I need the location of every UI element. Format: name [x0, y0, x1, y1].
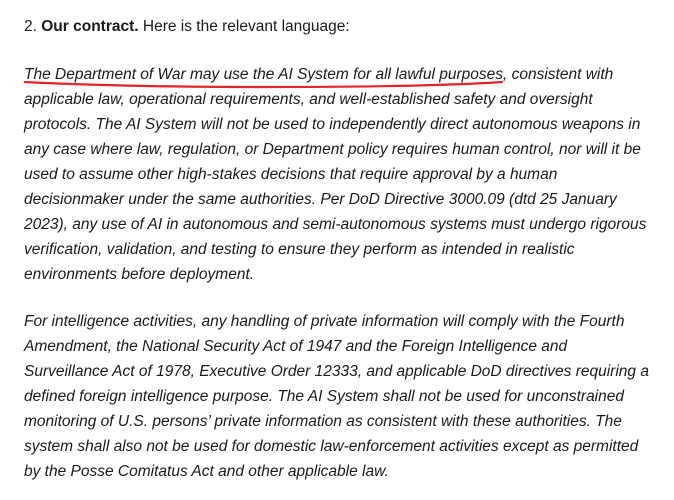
paragraph-line: verification, validation, and testing to ensure they perform as intended in realistic: [24, 241, 575, 258]
section-number: 2.: [24, 18, 37, 35]
section-intro: Here is the relevant language:: [138, 18, 350, 35]
paragraph-line: decisionmaker under the same authorities. Per DoD Directive 3000.09 (dtd 25 January: [24, 191, 617, 208]
paragraph-line: applicable law, operational requirements, and well-established safety and oversight: [24, 91, 593, 108]
highlighted-clause: The Department of War may use the AI System for all lawful purposes: [24, 66, 503, 83]
contract-paragraph-2: [24, 309, 660, 484]
paragraph-line: used to assume other high-stakes decisions that require approval by a human: [24, 166, 558, 183]
paragraph-line: protocols. The AI System will not be used to independently direct autonomous weapons in: [24, 116, 641, 133]
paragraph-line: any case where law, regulation, or Department policy requires human control, nor will it be: [24, 141, 641, 158]
paragraph-line: system shall also not be used for domestic law-enforcement activities except as permitted: [24, 438, 639, 455]
paragraph-line: environments before deployment.: [24, 266, 255, 283]
paragraph-line: Amendment, the National Security Act of 1947 and the Foreign Intelligence and: [24, 338, 568, 355]
paragraph-line: 2023), any use of AI in autonomous and semi-autonomous systems must undergo rigorous: [24, 216, 647, 233]
contract-paragraph-1: [24, 62, 660, 287]
paragraph-line: by the Posse Comitatus Act and other applicable law.: [24, 463, 389, 480]
paragraph-line: [24, 62, 660, 87]
paragraph-line: Surveillance Act of 1978, Executive Order 12333, and applicable DoD directives requiring a: [24, 363, 649, 380]
paragraph-line: monitoring of U.S. persons’ private information as consistent with these authorities. The: [24, 413, 622, 430]
section-title: Our contract.: [41, 18, 139, 35]
line-continuation: , consistent with: [502, 66, 614, 83]
paragraph-line: defined foreign intelligence purpose. The AI System shall not be used for unconstrained: [24, 388, 624, 405]
section-heading: [24, 16, 350, 38]
paragraph-line: For intelligence activities, any handling of private information will comply with the Fourth: [24, 313, 625, 330]
